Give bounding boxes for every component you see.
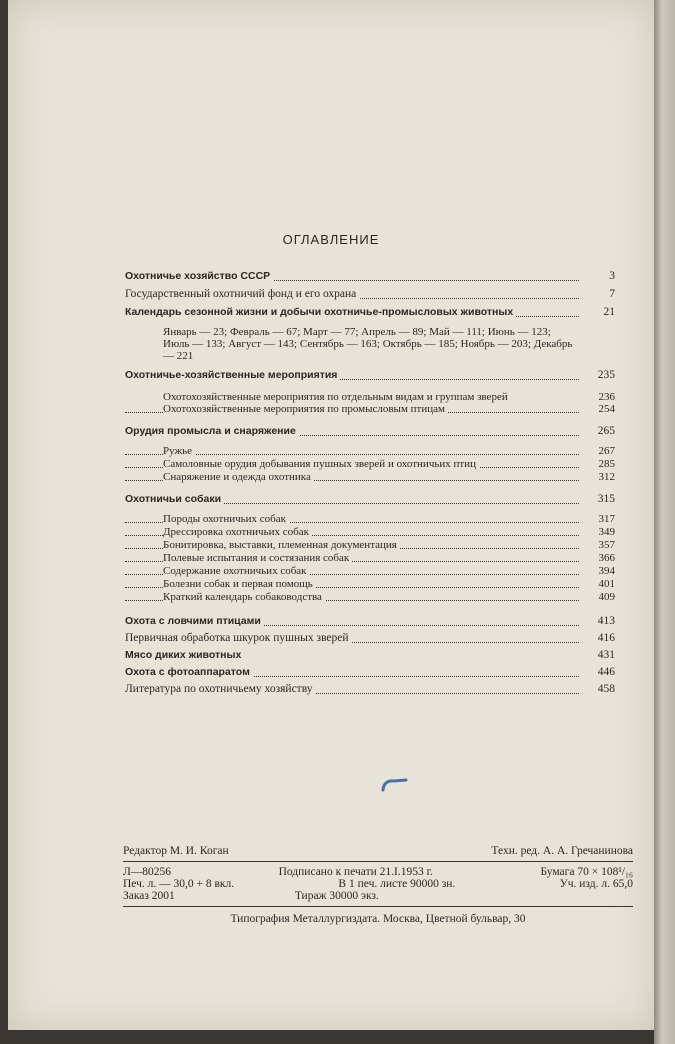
- toc-subentry[interactable]: [125, 552, 615, 565]
- toc-entry-page: 357: [581, 539, 615, 552]
- toc-heading: ОГЛАВЛЕНИЕ: [282, 232, 380, 247]
- toc-entry-title: Содержание охотничьих собак: [163, 565, 310, 577]
- toc-entry-title: Дрессировка охотничьих собак: [163, 526, 312, 538]
- toc-entry-title: Охотничье-хозяйственные мероприятия: [125, 369, 340, 381]
- publisher-sheets: Уч. изд. л. 65,0: [559, 878, 633, 890]
- toc-entry-title: Охотничье хозяйство СССР: [125, 270, 273, 282]
- toc-entry-page: 394: [581, 565, 615, 578]
- print-run: Тираж 30000 экз.: [294, 890, 379, 902]
- toc-subentry[interactable]: [125, 526, 615, 539]
- toc-entry-title: Охота с фотоаппаратом: [125, 666, 253, 678]
- toc-entry-page: 236: [598, 391, 615, 403]
- toc-subentry[interactable]: [125, 513, 615, 526]
- toc-entry[interactable]: [125, 648, 615, 663]
- toc-entry-title: Первичная обработка шкурок пушных зверей: [125, 632, 352, 644]
- toc-entry-page: 312: [581, 471, 615, 484]
- toc-entry-title: Ружье: [163, 445, 195, 457]
- toc-entry-page: 317: [581, 513, 615, 526]
- toc-entry[interactable]: [125, 368, 615, 383]
- print-sheets: Печ. л. — 30,0 + 8 вкл.: [123, 878, 235, 890]
- toc-entry-title: Государственный охотничий фонд и его охрана: [125, 288, 359, 300]
- order-number: Заказ 2001: [123, 890, 175, 902]
- toc-entry-page: 349: [581, 526, 615, 539]
- imprint-divider: [123, 861, 633, 862]
- book-page: [8, 0, 654, 1030]
- page-edge: [654, 0, 675, 1044]
- paper-format: Бумага 70 × 108¹/₁₆: [540, 866, 633, 878]
- table-of-contents: [125, 266, 615, 697]
- editor-credit: Редактор М. И. Коган: [123, 845, 229, 857]
- toc-subentry[interactable]: [125, 403, 615, 416]
- ink-mark: [380, 776, 410, 794]
- toc-entry-title: Литература по охотничьему хозяйству: [125, 683, 315, 695]
- toc-entry[interactable]: [125, 287, 615, 302]
- imprint-divider: [123, 906, 633, 907]
- printer-line: Типография Металлургиздата. Москва, Цветной бульвар, 30: [230, 913, 526, 925]
- toc-entry-page: 315: [581, 492, 615, 507]
- toc-subentry[interactable]: [125, 565, 615, 578]
- chars-per-sheet: В 1 печ. листе 90000 зн.: [338, 878, 456, 890]
- toc-entry-title: Охотничьи собаки: [125, 493, 224, 505]
- months-list: Январь — 23; Февраль — 67; Март — 77; Апрель — 89; Май — 111; Июнь — 123; Июль — 133; Август — 143; Сентябрь — 163; Октябрь — 185; Ноябрь — 203; Декабрь — 221: [163, 326, 573, 362]
- toc-entry-page: 285: [581, 458, 615, 471]
- toc-entry[interactable]: [125, 269, 615, 284]
- toc-entry[interactable]: [125, 305, 615, 320]
- toc-entry-title: Самоловные орудия добывания пушных зверей и охотничьих птиц: [163, 458, 479, 470]
- toc-entry-title: Охота с ловчими птицами: [125, 615, 264, 627]
- toc-subentry[interactable]: [125, 471, 615, 484]
- toc-entry[interactable]: [125, 424, 615, 439]
- toc-entry-page: 254: [581, 403, 615, 416]
- toc-subentry[interactable]: [125, 578, 615, 591]
- toc-entry-title: Охотохозяйственные мероприятия по отдельным видам и группам зверей: [163, 391, 508, 403]
- toc-entry-page: 267: [581, 445, 615, 458]
- toc-subentry-wrapped[interactable]: [125, 391, 615, 403]
- toc-entry-page: 7: [581, 287, 615, 302]
- toc-entry-page: 3: [581, 269, 615, 284]
- toc-entry-page: 235: [581, 368, 615, 383]
- toc-entry[interactable]: [125, 665, 615, 680]
- toc-entry-page: 446: [581, 665, 615, 680]
- toc-entry[interactable]: [125, 614, 615, 629]
- toc-entry-page: 413: [581, 614, 615, 629]
- toc-entry[interactable]: [125, 631, 615, 646]
- imprint-block: [123, 845, 633, 925]
- toc-entry-title: Полевые испытания и состязания собак: [163, 552, 352, 564]
- toc-entry-title: Породы охотничьих собак: [163, 513, 289, 525]
- toc-entry[interactable]: [125, 682, 615, 697]
- toc-subentry[interactable]: [125, 591, 615, 604]
- toc-subentry[interactable]: [125, 539, 615, 552]
- signed-to-print: Подписано к печати 21.I.1953 г.: [278, 866, 433, 878]
- toc-entry-page: 366: [581, 552, 615, 565]
- toc-entry-page: 431: [581, 648, 615, 663]
- toc-entry-page: 401: [581, 578, 615, 591]
- toc-entry-page: 265: [581, 424, 615, 439]
- toc-subentry[interactable]: [125, 445, 615, 458]
- order-code: Л—80256: [123, 866, 172, 878]
- toc-entry-title: Краткий календарь собаководства: [163, 591, 325, 603]
- toc-entry-page: 458: [581, 682, 615, 697]
- toc-entry-page: 21: [581, 305, 615, 320]
- toc-entry-title: Охотохозяйственные мероприятия по промысловым птицам: [163, 403, 448, 415]
- toc-entry-title: Болезни собак и первая помощь: [163, 578, 316, 590]
- toc-entry-page: 409: [581, 591, 615, 604]
- toc-entry-title: Бонитировка, выставки, племенная документация: [163, 539, 400, 551]
- toc-subentry[interactable]: [125, 458, 615, 471]
- toc-entry-page: 416: [581, 631, 615, 646]
- toc-entry[interactable]: [125, 492, 615, 507]
- toc-entry-title: Мясо диких животных: [125, 649, 244, 661]
- tech-editor-credit: Техн. ред. А. А. Гречанинова: [491, 845, 633, 857]
- toc-entry-title: Снаряжение и одежда охотника: [163, 471, 314, 483]
- toc-entry-title: Орудия промысла и снаряжение: [125, 425, 299, 437]
- toc-entry-title: Календарь сезонной жизни и добычи охотничье-промысловых животных: [125, 306, 516, 318]
